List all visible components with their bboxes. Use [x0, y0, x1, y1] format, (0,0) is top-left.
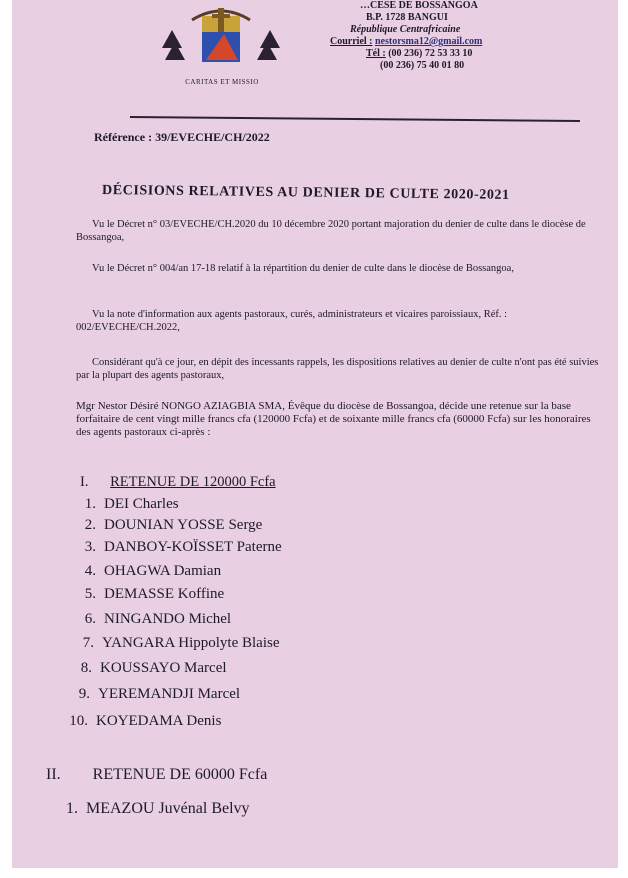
list-item	[62, 713, 221, 730]
crest-motto: CARITAS ET MISSIO	[185, 78, 259, 86]
item-name: DANBOY-KOÏSSET Paterne	[104, 539, 282, 555]
item-number: 2.	[84, 517, 96, 533]
phone-number-1: (00 236) 72 53 33 10	[388, 48, 473, 59]
list-item	[64, 686, 240, 703]
list-item	[70, 517, 262, 534]
item-number: 1.	[66, 800, 78, 817]
header-divider	[130, 116, 580, 122]
item-name: KOUSSAYO Marcel	[100, 660, 227, 676]
section-title: RETENUE DE 60000 Fcfa	[92, 766, 268, 783]
coat-of-arms-icon	[162, 2, 280, 82]
list-item	[70, 539, 282, 556]
phone-number-2: (00 236) 75 40 01 80	[380, 60, 465, 71]
paragraph-considering: Considérant qu'à ce jour, en dépit des incessants rappels, les dispositions relatives au denier de culte n'ont pas été suivies par la plupart des agents pastoraux,	[76, 357, 599, 381]
diocese-name: …CESE DE BOSSANGOA	[360, 0, 478, 11]
item-name: MEAZOU Juvénal Belvy	[86, 800, 250, 817]
section-title: RETENUE DE 120000 Fcfa	[110, 474, 276, 490]
item-name: DOUNIAN YOSSE Serge	[104, 517, 263, 533]
item-name: DEI Charles	[104, 496, 179, 512]
item-name: YEREMANDJI Marcel	[98, 686, 241, 702]
phone-label: Tél :	[366, 48, 386, 59]
paragraph-decision: Mgr Nestor Désiré NONGO AZIAGBIA SMA, Évêque du diocèse de Bossangoa, décide une retenue sur la base forfaitaire de cent vingt mille francs cfa (120000 Fcfa) et de soixante mille francs cfa (60000 Fcfa) sur les honoraires des agents pastoraux ci-après :	[76, 400, 591, 438]
item-number: 7.	[82, 635, 94, 651]
phone-line	[322, 48, 612, 60]
item-number: 1.	[84, 496, 96, 512]
email-value: nestorsma12@gmail.com	[375, 36, 483, 47]
country-name: République Centrafricaine	[350, 24, 461, 35]
paragraph-note: Vu la note d'information aux agents pastoraux, curés, administrateurs et vicaires paroissiaux, Réf. : 002/EVECHE/CH.2022,	[76, 309, 508, 333]
list-item	[70, 611, 231, 628]
list-item	[70, 496, 179, 513]
list-item	[70, 586, 224, 603]
email-label: Courriel :	[330, 36, 373, 47]
item-number: 10.	[69, 713, 88, 729]
list-item	[68, 635, 280, 652]
section-numeral: I.	[80, 474, 89, 490]
paragraph-decree: Vu le Décret n° 03/EVECHE/CH.2020 du 10 décembre 2020 portant majoration du denier de culte dans le diocèse de Bossangoa,	[76, 219, 586, 243]
item-number: 9.	[78, 686, 90, 702]
item-number: 4.	[84, 563, 96, 579]
item-number: 3.	[84, 539, 96, 555]
section-numeral: II.	[46, 766, 61, 783]
reference-number: Référence : 39/EVECHE/CH/2022	[94, 130, 270, 144]
item-name: NINGANDO Michel	[104, 611, 232, 627]
item-number: 8.	[80, 660, 92, 676]
letterhead	[322, 0, 612, 72]
document-title: DÉCISIONS RELATIVES AU DENIER DE CULTE 2020-2021	[101, 182, 510, 203]
postal-box: B.P. 1728 BANGUI	[366, 12, 448, 23]
section-heading	[46, 766, 267, 784]
item-number: 6.	[84, 611, 96, 627]
item-name: YANGARA Hippolyte Blaise	[102, 635, 280, 651]
list-item	[70, 563, 221, 580]
list-item	[52, 800, 250, 818]
item-name: KOYEDAMA Denis	[96, 713, 222, 729]
item-name: DEMASSE Koffine	[104, 586, 225, 602]
document-page	[12, 0, 618, 868]
item-name: OHAGWA Damian	[104, 563, 222, 579]
email-line	[322, 36, 612, 48]
item-number: 5.	[84, 586, 96, 602]
list-item	[66, 660, 227, 677]
section-heading	[80, 474, 276, 491]
paragraph-decree-2: Vu le Décret n° 004/an 17-18 relatif à la répartition du denier de culte dans le diocèse de Bossangoa,	[92, 263, 514, 274]
episcopal-crest	[162, 2, 280, 90]
